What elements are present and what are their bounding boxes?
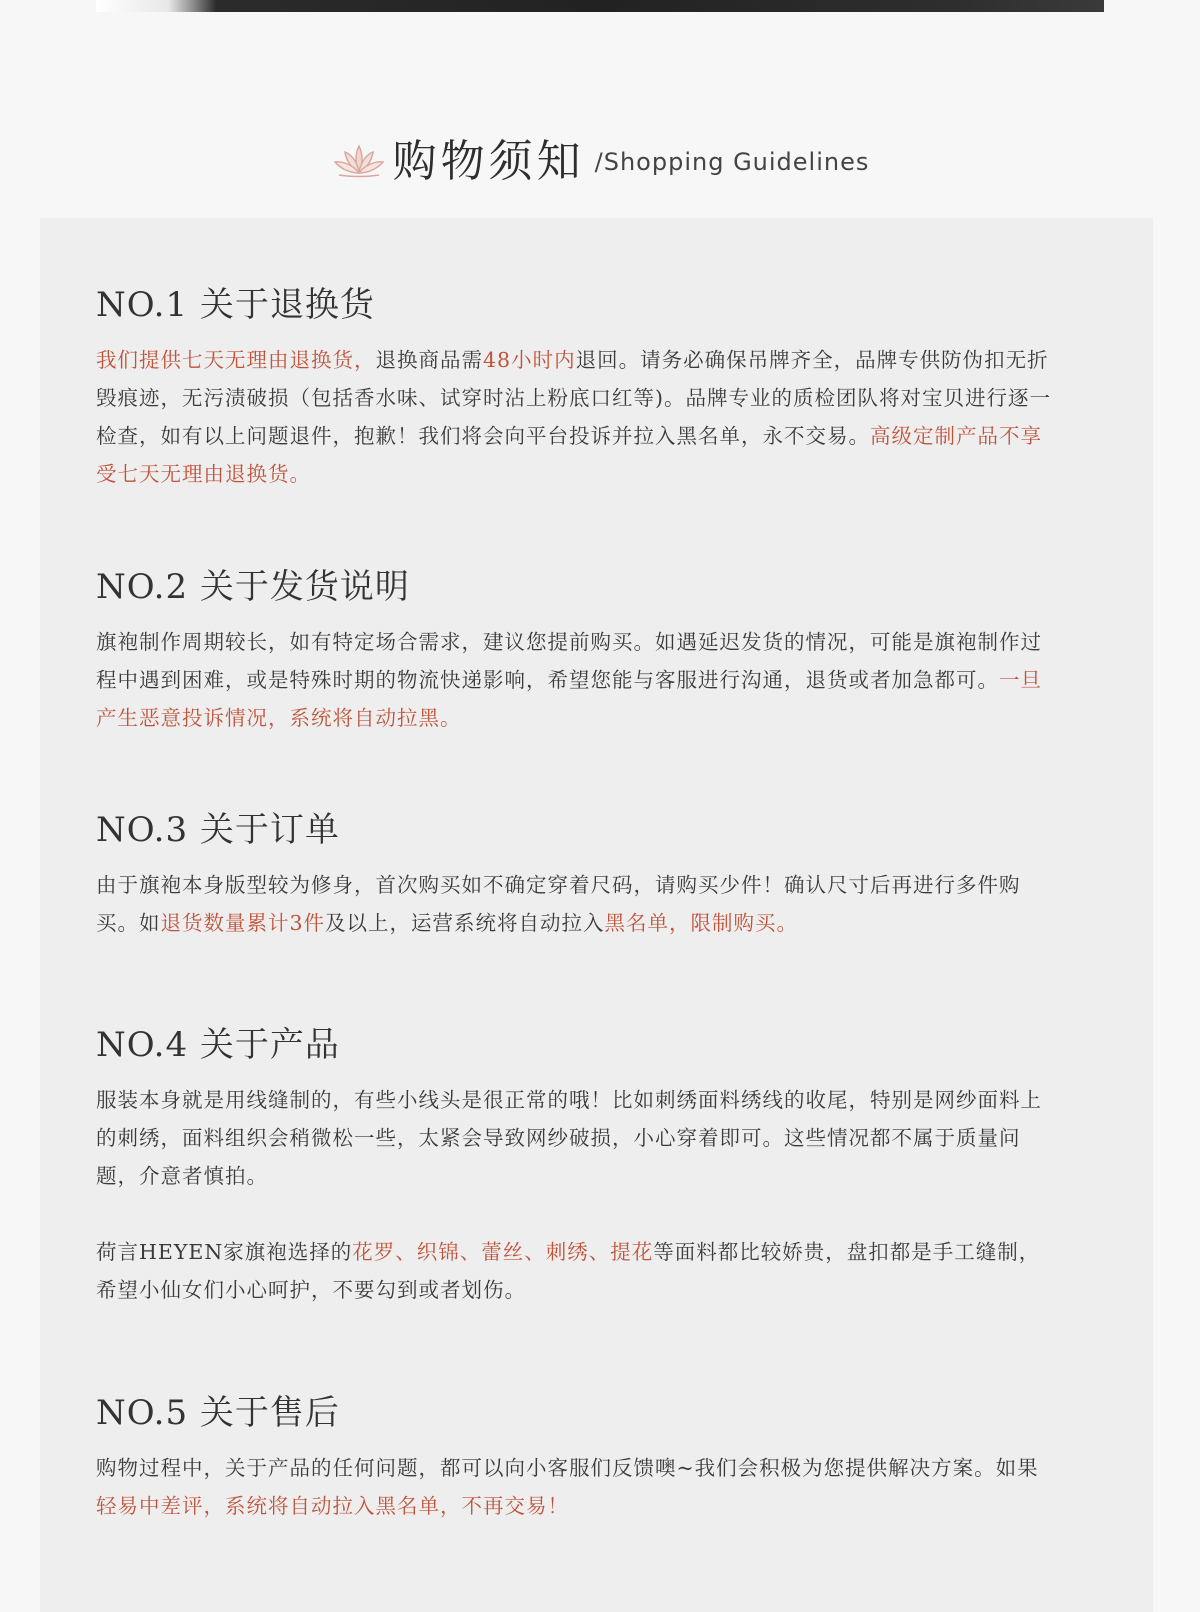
section-aftersales: [96, 1391, 1056, 1525]
section-text: [96, 1449, 1056, 1525]
section-title: NO.3 关于订单: [96, 810, 340, 850]
highlight-text: 花罗、织锦、蕾丝、刺绣、提花: [352, 1240, 654, 1264]
section-text: 服装本身就是用线缝制的，有些小线头是很正常的哦！比如刺绣面料绣线的收尾，特别是网纱面料上的刺绣，面料组织会稍微松一些，太紧会导致网纱破损，小心穿着即可。这些情况都不属于质量问题，介意者慎拍。: [96, 1088, 1042, 1188]
body-text: 及以上，运营系统将自动拉入: [325, 911, 605, 935]
section-header: [0, 122, 1200, 192]
section-title: NO.2 关于发货说明: [96, 567, 410, 607]
section-orders: [96, 808, 1056, 942]
highlight-text: 高级定制产品不享受七天无理由退换货。: [96, 424, 1042, 486]
body-text: 旗袍制作周期较长，如有特定场合需求，建议您提前购买。如遇延迟发货的情况，可能是旗袍制作过程中遇到困难，或是特殊时期的物流快递影响，希望您能与客服进行沟通，退货或者加急都可。: [96, 630, 1042, 692]
highlight-text: 轻易中差评，系统将自动拉入黑名单，不再交易！: [96, 1494, 569, 1518]
body-text: 退回。请务必确保吊牌齐全，品牌专供防伪扣无折毁痕迹，无污渍破损（包括香水味、试穿时沾上粉底口红等)。品牌专业的质检团队将对宝贝进行逐一检查，如有以上问题退件，抱歉！我们将会向平台投诉并拉入黑名单，永不交易。: [96, 348, 1051, 448]
highlight-text: 一旦产生恶意投诉情况，系统将自动拉黑。: [96, 668, 1042, 730]
body-text: 荷言HEYEN家旗袍选择的: [96, 1240, 353, 1264]
body-text: 购物过程中，关于产品的任何问题，都可以向小客服们反馈噢~我们会积极为您提供解决方案。如果: [96, 1456, 1039, 1480]
highlight-text: 我们提供七天无理由退换货，: [96, 348, 376, 372]
section-shipping: [96, 565, 1056, 737]
lotus-icon: [331, 140, 387, 180]
body-text: 退换商品需: [375, 348, 483, 372]
body-text: 由于旗袍本身版型较为修身，首次购买如不确定穿着尺码，请购买少件！确认尺寸后再进行多件购买。如: [96, 873, 1021, 935]
highlight-text: 退货数量累计3件: [160, 911, 326, 935]
top-banner-highlight: [96, 0, 216, 12]
highlight-text: 48小时内: [483, 348, 576, 372]
section-products: [96, 1023, 1056, 1309]
body-text: 等面料都比较娇贵，盘扣都是手工缝制，希望小仙女们小心呵护，不要勾到或者划伤。: [96, 1240, 1041, 1302]
section-title: NO.1 关于退换货: [96, 285, 375, 325]
section-title-en: /Shopping Guidelines: [594, 148, 870, 176]
section-text: [96, 341, 1056, 493]
section-title: NO.4 关于产品: [96, 1025, 340, 1065]
top-banner-image: [96, 0, 1104, 12]
section-text-2: [96, 1233, 1056, 1309]
section-returns: [96, 283, 1056, 493]
section-title-cn: 购物须知: [392, 136, 585, 187]
section-text: [96, 866, 1056, 942]
highlight-text: 黑名单，限制购买。: [604, 911, 799, 935]
section-text: [96, 623, 1056, 737]
section-title: NO.5 关于售后: [96, 1393, 340, 1433]
